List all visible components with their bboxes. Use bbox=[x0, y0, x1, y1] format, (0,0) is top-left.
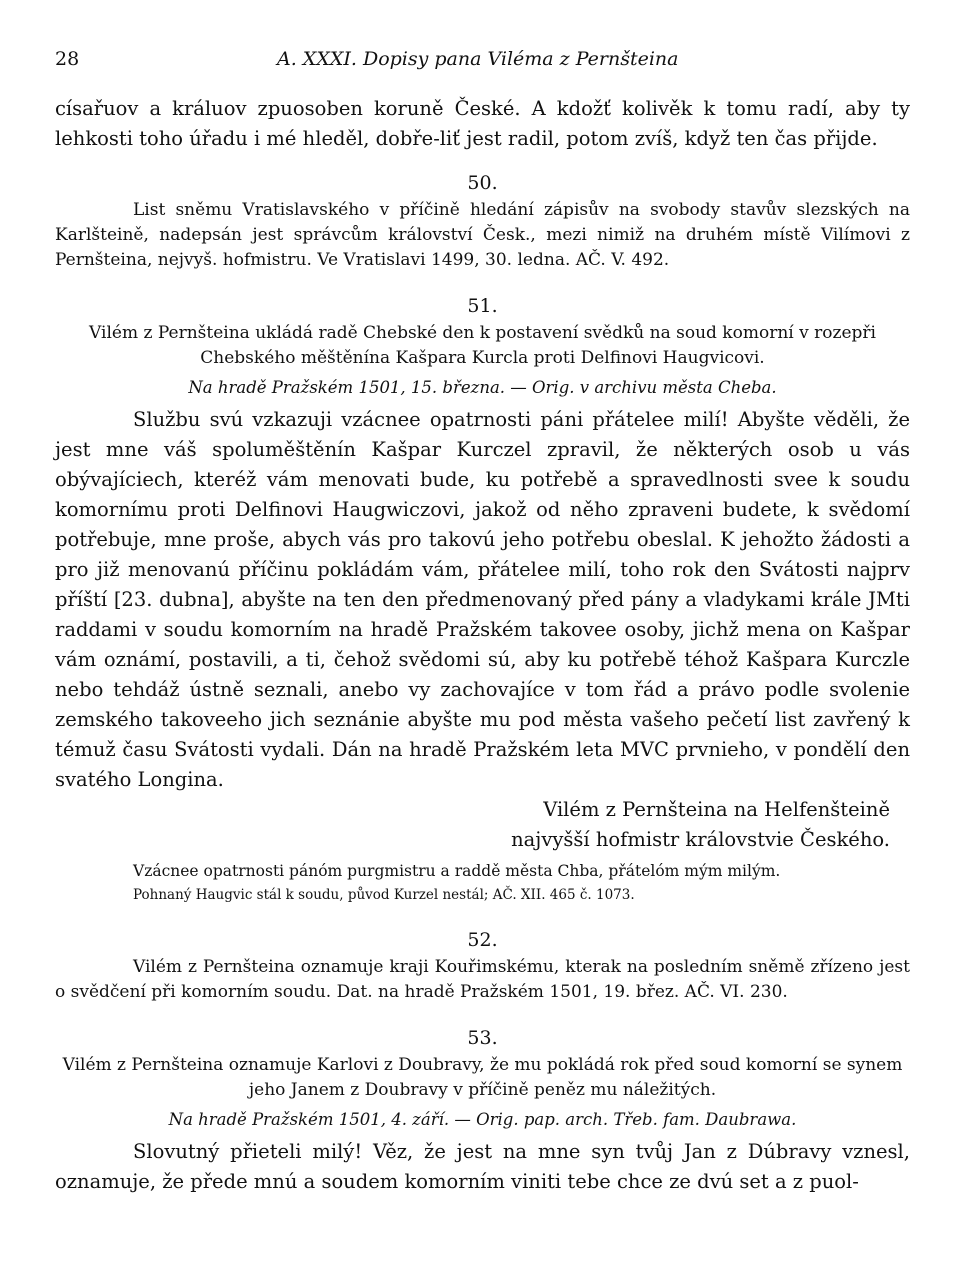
signature-title-51: najvyšší hofmistr královstvie Českého. bbox=[511, 828, 890, 851]
running-header bbox=[55, 44, 910, 84]
regest-51: Vilém z Pernšteina ukládá radě Chebské den k postavení svědků na soud komorní v rozepři Chebského měštěnína Kašpara Kurcla proti Delfinovi Haugvicovi. bbox=[89, 323, 876, 368]
address-51: Vzácnee opatrnosti pánóm purgmistru a raddě města Chba, přátelóm mým milým. bbox=[133, 862, 781, 880]
section-number-52: 52. bbox=[467, 929, 498, 951]
regest-52: Vilém z Pernšteina oznamuje kraji Kouřimskému, kterak na posledním sněmě zřízeno jest o svědčení při komorním soudu. Dat. na hradě Pražském 1501, 19. břez. AČ. VI. 230. bbox=[55, 957, 910, 1002]
regest-50: List sněmu Vratislavského v příčině hledání zápisův na svobody stavův slezských na Karlšteině, nadepsán jest správcům království Česk., mezi nimiž na druhém místě Vilímovi z Pernšteina, nejvyš. hofmistru. Ve Vratislavi 1499, 30. ledna. AČ. V. 492. bbox=[55, 200, 910, 270]
page-number: 28 bbox=[55, 48, 80, 70]
letter-body-51: Službu svú vzkazuji vzácnee opatrnosti páni přátelee milí! Abyšte věděli, že jest mne váš spoluměštěnín Kašpar Kurczel zpravil, že některých osob u vás obývajíciech, kteréž vám menovati bude, ku potřebě a spravedlnosti svee k soudu komornímu proti Delfinovi Haugwiczovi, jakož od něho zpraveni budete, k svědomí potřebuje, mne proše, abych vás pro takovú jeho potřebu obeslal. K jehožto žádosti a pro již menovanú příčinu pokládám vám, přátelee milí, toho rok den Svátosti najprv příští [23. dubna], abyšte na ten den předmenovaný před pány a vladykami krále JMti raddami v soudu komorním na hradě Pražském takovee osoby, jichž mena on Kašpar vám oznámí, postavili, a ti, čehož svědomi sú, aby ku potřebě téhož Kašpara Kurczle nebo tehdáž ústně seznali, anebo vy zachovajíce v tom řád a právo podle svolenie zemského takoveeho jich seznánie abyšte mu pod města vašeho pečetí list zavřený k témuž času Svátosti vydali. Dán na hradě Pražském leta MVC prvnieho, v pondělí den svatého Longina. bbox=[55, 408, 910, 791]
dating-51: Na hradě Pražském 1501, 15. března. — Orig. v archivu města Cheba. bbox=[188, 378, 777, 397]
regest-53: Vilém z Pernšteina oznamuje Karlovi z Doubravy, že mu pokládá rok před soud komorní se synem jeho Janem z Doubravy v příčině peněz mu náležitých. bbox=[62, 1055, 903, 1100]
note-51: Pohnaný Haugvic stál k soudu, původ Kurzel nestál; AČ. XII. 465 č. 1073. bbox=[133, 887, 635, 903]
section-number-51: 51. bbox=[467, 295, 498, 317]
intro-paragraph: císařuov a králuov zpuosoben koruně České. A kdožť kolivěk k tomu radí, aby ty lehkosti toho úřadu i mé hleděl, dobře-liť jest radil, potom zvíš, když ten čas přijde. bbox=[55, 97, 910, 150]
section-number-53: 53. bbox=[467, 1027, 498, 1049]
document-page bbox=[55, 44, 910, 1197]
section-number-50: 50. bbox=[467, 172, 498, 194]
letter-body-53: Slovutný přieteli milý! Věz, že jest na mne syn tvůj Jan z Dúbravy vznesl, oznamuje, že přede mnú a soudem komorním viniti tebe chce ze dvú set a z puol- bbox=[55, 1140, 910, 1193]
signature-name-51: Vilém z Pernšteina na Helfenšteině bbox=[543, 798, 890, 821]
dating-53: Na hradě Pražském 1501, 4. září. — Orig. pap. arch. Třeb. fam. Daubrawa. bbox=[168, 1110, 797, 1129]
running-title: A. XXXI. Dopisy pana Viléma z Pernšteina bbox=[277, 48, 679, 70]
